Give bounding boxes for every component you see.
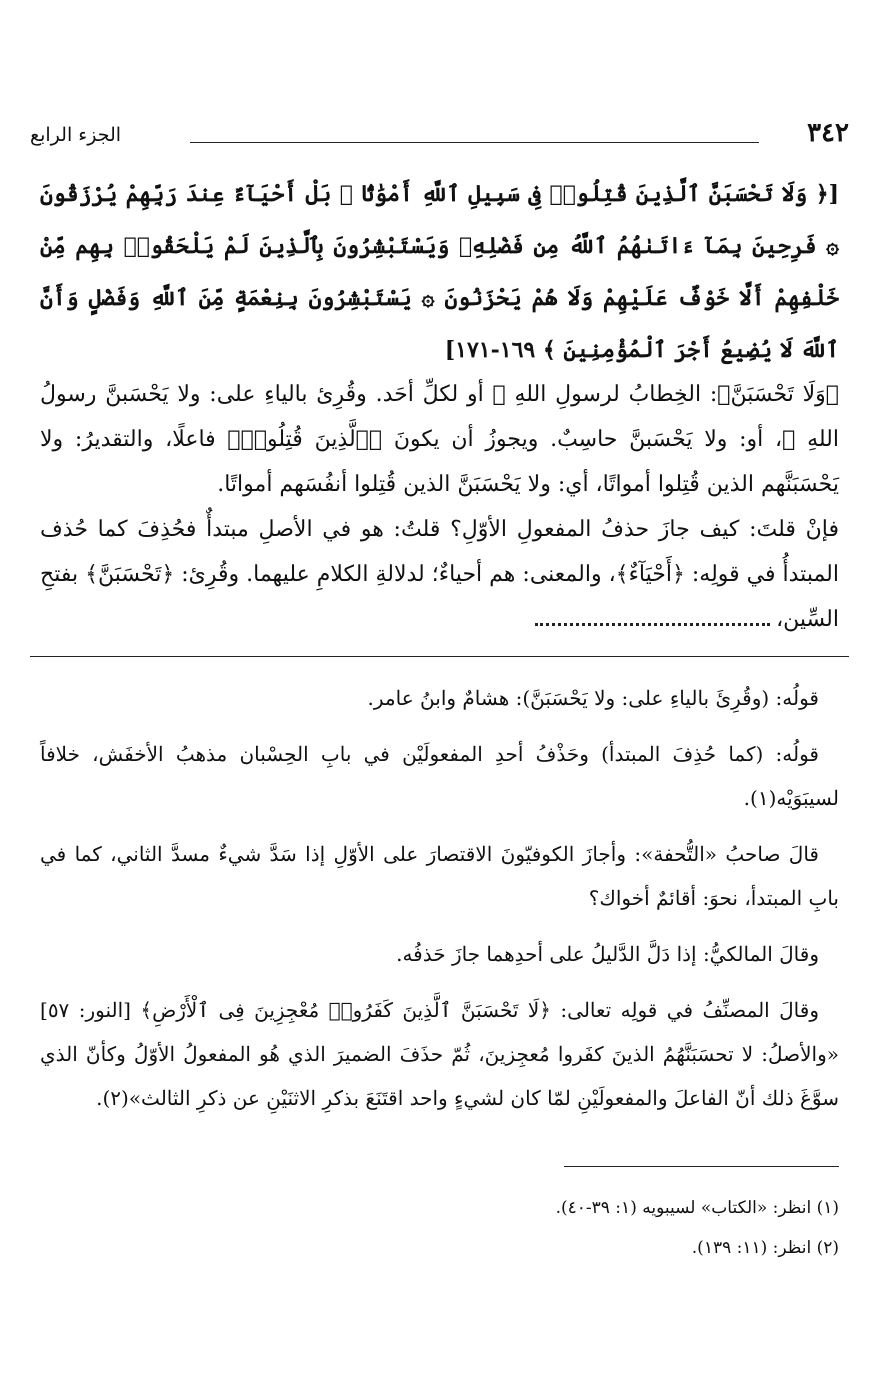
footnote-rule	[564, 1166, 839, 1167]
note-paragraph: وقالَ المصنِّفُ في قولِه تعالى: ﴿لَا تَحْسَبَنَّ ٱلَّذِينَ كَفَرُوا۟ مُعْجِزِينَ فِى ٱلْأَرْضِ﴾ [النور: ٥٧] «والأصلُ: لا تحسَبَنَّهُمُ الذينَ كفَروا مُعجِزينَ، ثُمّ حذَفَ الضميرَ الذي هُو المفعولُ الأوّلُ وكأنّ الذي سوَّغَ ذلك أنّ الفاعلَ والمفعولَيْنِ لمّا كان لشيءٍ واحد اقتَنَعَ بذكرِ الاثنَيْنِ عن ذكرِ الثالث»(٢).	[40, 998, 839, 1110]
page-header	[30, 118, 849, 152]
section-separator	[30, 656, 849, 657]
note-paragraph: وقالَ المالكيُّ: إذا دَلَّ الدَّليلُ على أحدِهما جازَ حَذفُه.	[396, 942, 819, 966]
page-number: ٣٤٢	[807, 118, 849, 148]
footnote-1: (١) انظر: «الكتاب» لسيبويه (١: ٣٩-٤٠).	[555, 1198, 839, 1218]
quran-verses-text: [﴿ وَلَا تَحْسَبَنَّ ٱلَّذِينَ قُتِلُوا۟ فِى سَبِيلِ ٱللَّهِ أَمْوَٰتًۢا ۚ بَلْ أَحْيَآءٌ عِندَ رَبِّهِمْ يُرْزَقُونَ ۞ فَرِحِينَ بِمَآ ءَاتَىٰهُمُ ٱللَّهُ مِن فَضْلِهِۦ وَيَسْتَبْشِرُونَ بِٱلَّذِينَ لَمْ يَلْحَقُوا۟ بِهِم مِّنْ خَلْفِهِمْ أَلَّا خَوْفٌ عَلَيْهِمْ وَلَا هُمْ يَحْزَنُونَ ۞ يَسْتَبْشِرُونَ بِنِعْمَةٍ مِّنَ ٱللَّهِ وَفَضْلٍ وَأَنَّ ٱللَّهَ لَا يُضِيعُ أَجْرَ ٱلْمُؤْمِنِينَ ﴾ ١٦٩-١٧١]	[40, 181, 839, 363]
note-paragraph: قالَ صاحبُ «التُّحفة»: وأجازَ الكوفيّونَ الاقتصارَ على الأوّلِ إذا سَدَّ شيءٌ مسدَّ الثاني، كما في بابِ المبتدأ، نحوَ: أقائمٌ أخواك؟	[40, 842, 839, 910]
commentary-paragraph	[40, 507, 839, 642]
note-paragraph: قولُه: (وقُرِئَ بالياءِ على: ولا يَحْسَبَنَّ): هشامٌ وابنُ عامر.	[367, 686, 819, 710]
commentary-paragraph: ﴿وَلَا تَحْسَبَنَّ﴾: الخِطابُ لرسولِ اللهِ ﷺ أو لكلِّ أحَد. وقُرِئ بالياءِ على: ولا يَحْسَبنَّ رسولُ اللهِ ﷺ، أو: ولا يَحْسَبنَّ حاسِبٌ. ويجوزُ أن يكونَ ﴿ٱلَّذِينَ قُتِلُوا۟﴾ فاعلًا، والتقديرُ: ولا يَحْسَبَنَّهم الذين قُتِلوا أمواتًا، أي: ولا يَحْسَبَنَّ الذين قُتِلوا أنفُسَهم أمواتًا.	[40, 382, 839, 497]
commentary	[40, 372, 839, 642]
continuation-dots	[535, 609, 770, 626]
running-title: الجزء الرابع	[30, 124, 122, 146]
marginal-notes	[40, 676, 839, 1132]
footnotes	[40, 1188, 839, 1268]
header-rule	[190, 142, 759, 143]
footnote-2: (٢) انظر: (١١: ١٣٩).	[691, 1238, 839, 1258]
note-paragraph: قولُه: (كما حُذِفَ المبتدأ) وحَذْفُ أحدِ المفعولَيْن في بابِ الحِسْبان مذهبُ الأخفَش، خلافاً لسيبَوَيْه(١).	[40, 742, 839, 810]
commentary-paragraph-text: فإنْ قلتَ: كيف جازَ حذفُ المفعولِ الأوّلِ؟ قلتُ: هو في الأصلِ مبتدأٌ فحُذِفَ كما حُذف المبتدأُ في قولِه: ﴿أَحْيَآءٌ﴾، والمعنى: هم أحياءٌ؛ لدلالةِ الكلامِ عليهما. وقُرِئ: ﴿تَحْسَبَنَّ﴾ بفتحِ السِّين،	[40, 517, 839, 632]
quran-verses	[40, 168, 839, 376]
